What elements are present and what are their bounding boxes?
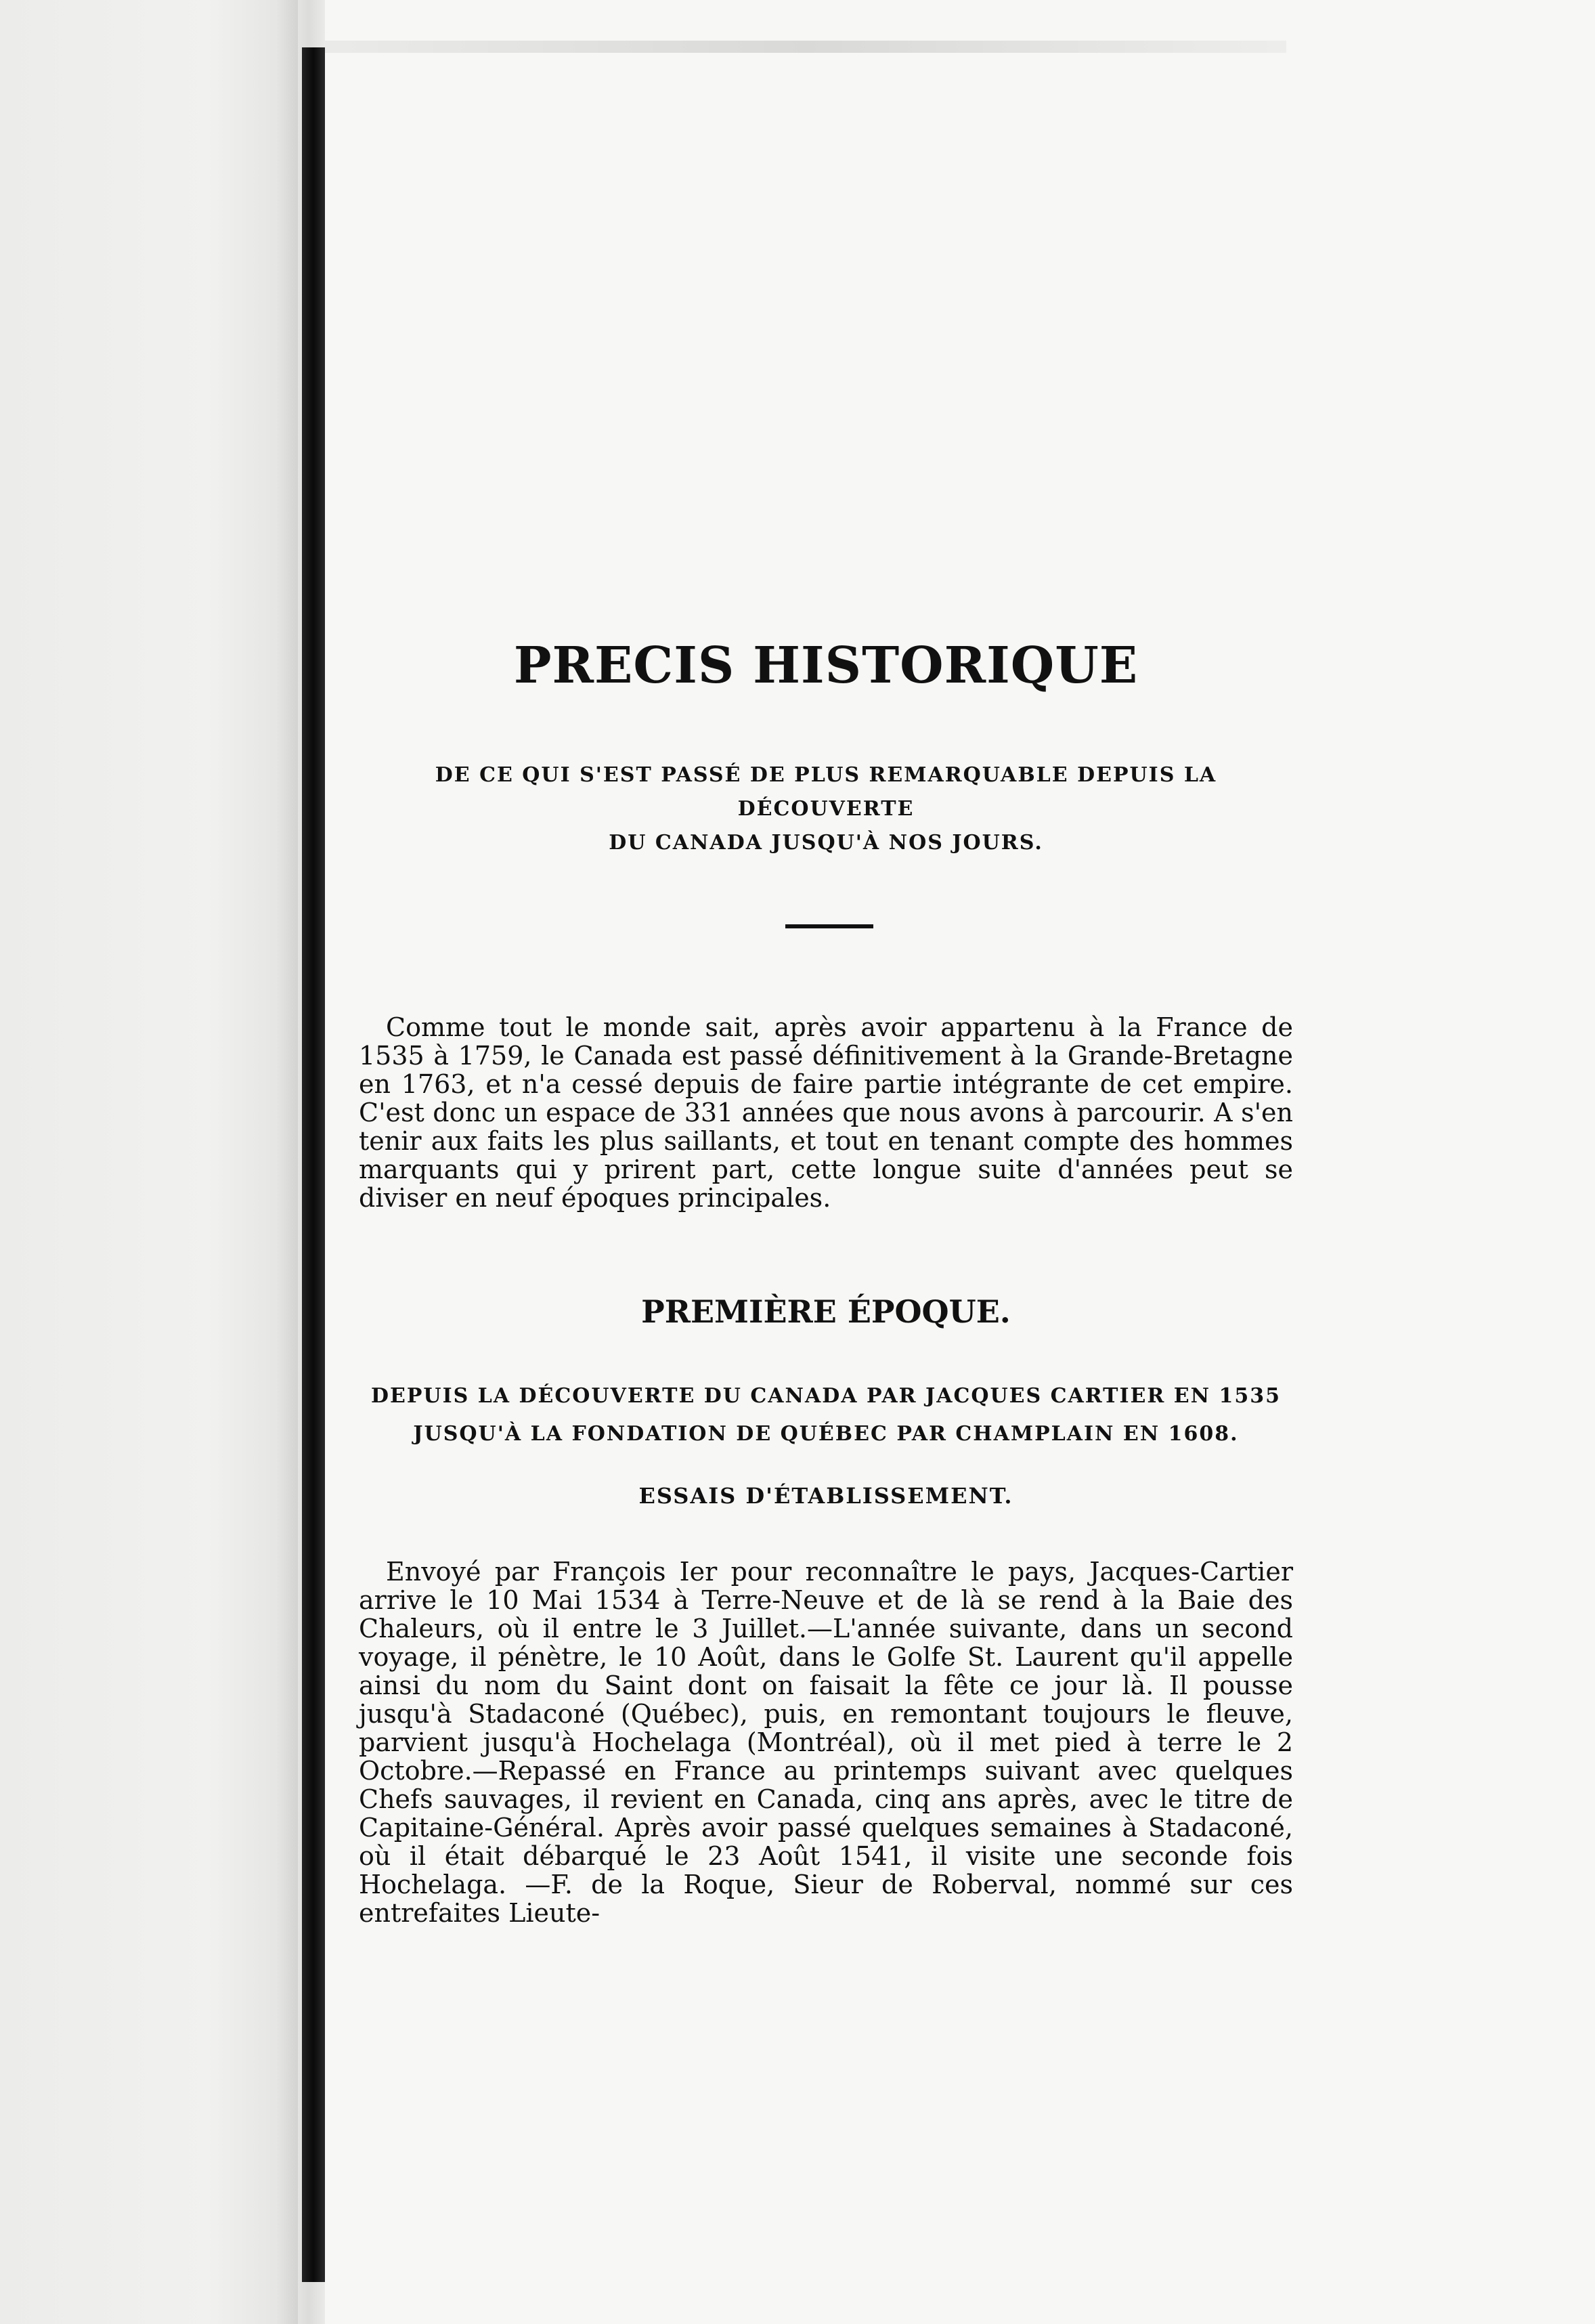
book-spine	[302, 47, 325, 2282]
section-subtitle-line-2: JUSQU'À LA FONDATION DE QUÉBEC PAR CHAMPLAIN EN 1608.	[413, 1422, 1239, 1446]
section-title: PREMIÈRE ÉPOQUE.	[641, 1293, 1011, 1330]
section-subtitle	[359, 1377, 1293, 1453]
page-subtitle	[359, 758, 1293, 860]
section-subtitle-line-1: DEPUIS LA DÉCOUVERTE DU CANADA PAR JACQUES CARTIER EN 1535	[370, 1384, 1282, 1408]
section-paragraph: Envoyé par François Ier pour reconnaître le pays, Jacques-Cartier arrive le 10 Mai 1534 à Terre-Neuve et de là se rend à la Baie des Chaleurs, où il entre le 3 Juillet.—L'année suivante, dans un second voyage, il pénètre, le 10 Août, dans le Golfe St. Laurent qu'il appelle ainsi du nom du Saint dont on faisait la fête ce jour là. Il pousse jusqu'à Stadaconé (Québec), puis, en remontant toujours le fleuve, parvient jusqu'à Hochelaga (Montréal), où il met pied à terre le 2 Octobre.—Repassé en France au printemps suivant avec quelques Chefs sauvages, il revient en Canada, cinq ans après, avec le titre de Capitaine-Général. Après avoir passé quelques semaines à Stadaconé, où il était débarqué le 23 Août 1541, il visite une seconde fois Hochelaga. —F. de la Roque, Sieur de Roberval, nommé sur ces entrefaites Lieute-	[359, 1557, 1293, 1928]
intro-paragraph: Comme tout le monde sait, après avoir appartenu à la France de 1535 à 1759, le Canada est passé définitivement à la Grande-Bretagne en 1763, et n'a cessé depuis de faire partie intégrante de cet empire. C'est donc un espace de 331 années que nous avons à parcourir. A s'en tenir aux faits les plus saillants, et tout en tenant compte des hommes marquants qui y prirent part, cette longue suite d'années peut se diviser en neuf époques principales.	[359, 1012, 1293, 1213]
section-heading: ESSAIS D'ÉTABLISSEMENT.	[638, 1483, 1013, 1509]
separator-rule	[785, 924, 873, 928]
page-title: PRECIS HISTORIQUE	[513, 637, 1139, 695]
page-subtitle-line-2: DU CANADA JUSQU'À NOS JOURS.	[609, 831, 1043, 855]
facing-page	[0, 0, 298, 2324]
top-edge-shadow	[325, 41, 1286, 53]
page-subtitle-line-1: DE CE QUI S'EST PASSÉ DE PLUS REMARQUABLE DEPUIS LA DÉCOUVERTE	[435, 763, 1217, 821]
